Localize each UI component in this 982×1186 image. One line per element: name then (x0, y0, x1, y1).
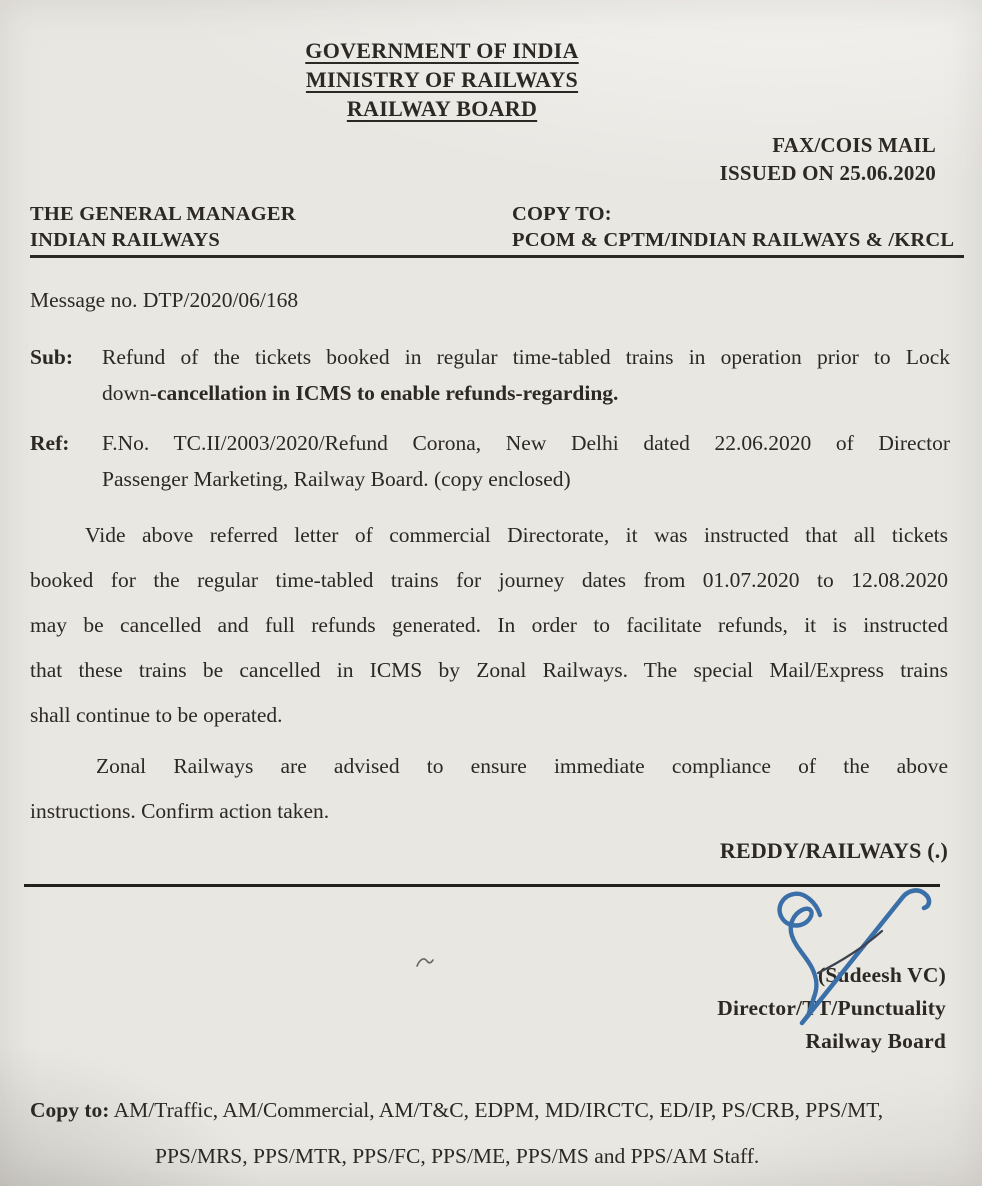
subject-label: Sub: (30, 345, 74, 369)
body-line: shall continue to be operated. (30, 703, 283, 727)
dispatch-issued-date: ISSUED ON 25.06.2020 (719, 161, 936, 185)
addressee-copy (512, 201, 964, 253)
message-number: Message no. DTP/2020/06/168 (30, 288, 299, 312)
copy-distribution-block (30, 1087, 964, 1179)
copy-to-label: COPY TO: (512, 203, 612, 225)
signature-block (30, 887, 964, 1058)
signatory-name: (Sudeesh VC) (817, 963, 946, 987)
subject-line2-bold: cancellation in ICMS to enable refunds-regarding. (156, 381, 619, 405)
subject-line2-regular: down- (102, 381, 157, 405)
copy-distribution-label: Copy to: (30, 1098, 110, 1122)
body-line: Zonal Railways are advised to ensure immediate compliance of the above (96, 754, 948, 778)
body-line: booked for the regular time-tabled trains for journey dates from 01.07.2020 to 12.08.2020 (30, 568, 948, 592)
body-line: instructions. Confirm action taken. (30, 799, 330, 823)
addressee-to (30, 201, 512, 253)
subject-block (30, 339, 964, 411)
reference-block (30, 425, 964, 497)
signature-area (30, 887, 964, 1059)
reference-label: Ref: (30, 431, 70, 455)
subject-line (102, 375, 950, 411)
copy-to-value: PCOM & CPTM/INDIAN RAILWAYS & /KRCL (512, 229, 955, 251)
copy-distribution-line1 (30, 1087, 964, 1133)
reference-text (102, 425, 964, 497)
letterhead-ministry: MINISTRY OF RAILWAYS (305, 67, 579, 92)
dispatch-block (30, 131, 964, 187)
reference-line: F.No. TC.II/2003/2020/Refund Corona, New Delhi dated 22.06.2020 of Director (102, 431, 950, 455)
sender-code: REDDY/RAILWAYS (.) (719, 838, 948, 863)
stray-pen-mark (415, 955, 435, 969)
letterhead-board: RAILWAY BOARD (346, 96, 538, 121)
body-line: that these trains be cancelled in ICMS by Zonal Railways. The special Mail/Express trains (30, 658, 948, 682)
subject-text (102, 339, 964, 411)
body-line: Vide above referred letter of commercial Directorate, it was instructed that all tickets (85, 523, 948, 547)
addressee-to-line1: THE GENERAL MANAGER (30, 203, 296, 225)
letterhead-government: GOVERNMENT OF INDIA (305, 38, 579, 63)
body-line: may be cancelled and full refunds generated. In order to facilitate refunds, it is instructed (30, 613, 948, 637)
addressee-to-line2: INDIAN RAILWAYS (30, 229, 221, 251)
signatory-organization: Railway Board (805, 1029, 946, 1053)
subject-line: Refund of the tickets booked in regular time-tabled trains in operation prior to Lock (102, 345, 950, 369)
reference-line: Passenger Marketing, Railway Board. (copy enclosed) (102, 467, 571, 491)
copy-distribution-recipients: AM/Traffic, AM/Commercial, AM/T&C, EDPM, MD/IRCTC, ED/IP, PS/CRB, PPS/MT, (113, 1098, 884, 1122)
letterhead (0, 36, 909, 123)
body-paragraph-2 (30, 744, 964, 834)
signatory-designation: Director/TT/Punctuality (717, 996, 946, 1020)
dispatch-mode: FAX/COIS MAIL (772, 133, 936, 157)
body-paragraph-1 (30, 513, 964, 738)
addressee-row (30, 201, 964, 258)
copy-distribution-line2: PPS/MRS, PPS/MTR, PPS/FC, PPS/ME, PPS/MS and PPS/AM Staff. (155, 1144, 760, 1168)
